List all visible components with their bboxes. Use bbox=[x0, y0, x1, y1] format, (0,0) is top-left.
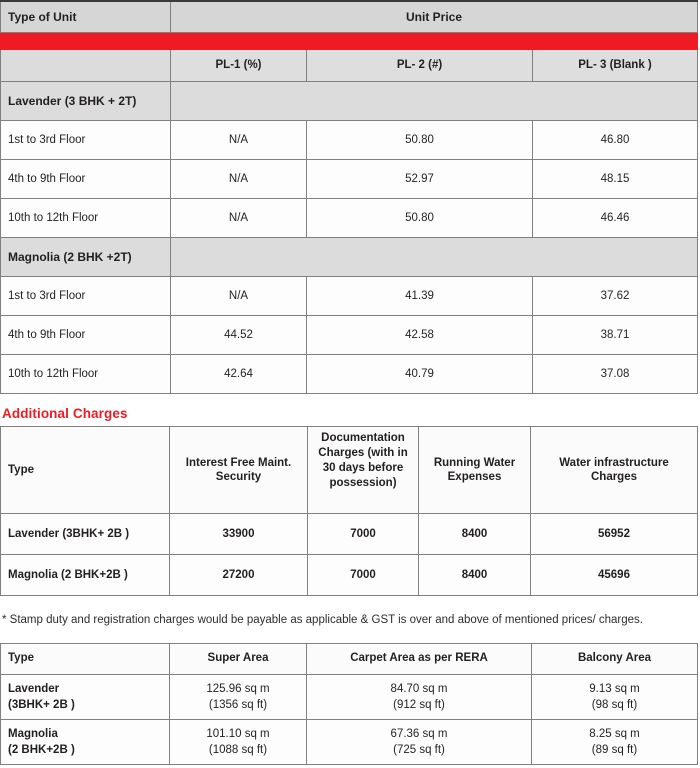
price-table-subheader-row bbox=[1, 50, 698, 82]
area-super-sqm: 101.10 sq m bbox=[206, 727, 270, 740]
area-cell-carpet bbox=[307, 674, 532, 719]
cell-pl1: N/A bbox=[171, 199, 307, 238]
area-cell-balcony bbox=[532, 674, 698, 719]
table-row bbox=[1, 514, 698, 555]
area-row-type-line1: Lavender bbox=[8, 682, 60, 695]
area-cell-balcony bbox=[532, 719, 698, 764]
area-super-sqft: (1088 sq ft) bbox=[208, 743, 268, 756]
row-label: 1st to 3rd Floor bbox=[1, 277, 171, 316]
cell-pl1: N/A bbox=[171, 160, 307, 199]
area-balcony-sqm: 8.25 sq m bbox=[589, 727, 640, 740]
table-row bbox=[1, 316, 698, 355]
cell-pl2: 50.80 bbox=[307, 199, 533, 238]
row-label: 10th to 12th Floor bbox=[1, 199, 171, 238]
charges-header-running-water: Running Water Expenses bbox=[419, 427, 531, 514]
charges-cell-ifms: 33900 bbox=[170, 514, 308, 555]
charges-cell-running-water: 8400 bbox=[419, 555, 531, 596]
area-balcony-sqm: 9.13 sq m bbox=[589, 682, 640, 695]
table-row bbox=[1, 674, 698, 719]
table-row bbox=[1, 121, 698, 160]
table-row bbox=[1, 719, 698, 764]
charges-cell-running-water: 8400 bbox=[419, 514, 531, 555]
charges-cell-water-infrastructure: 56952 bbox=[531, 514, 698, 555]
header-unit-price: Unit Price bbox=[171, 1, 698, 33]
area-carpet-sqm: 84.70 sq m bbox=[390, 682, 448, 695]
cell-pl2: 50.80 bbox=[307, 121, 533, 160]
red-band-right bbox=[171, 33, 698, 50]
cell-pl3: 37.08 bbox=[533, 355, 698, 394]
table-row bbox=[1, 555, 698, 596]
area-header-carpet-area: Carpet Area as per RERA bbox=[307, 643, 532, 674]
row-label: 4th to 9th Floor bbox=[1, 160, 171, 199]
header-type-of-unit: Type of Unit bbox=[1, 1, 171, 33]
cell-pl3: 37.62 bbox=[533, 277, 698, 316]
charges-cell-documentation: 7000 bbox=[308, 514, 419, 555]
area-cell-super bbox=[170, 674, 307, 719]
charges-cell-documentation: 7000 bbox=[308, 555, 419, 596]
charges-row-type: Magnolia (2 BHK+2B ) bbox=[1, 555, 170, 596]
row-label: 4th to 9th Floor bbox=[1, 316, 171, 355]
area-cell-carpet bbox=[307, 719, 532, 764]
table-row bbox=[1, 277, 698, 316]
table-row bbox=[1, 355, 698, 394]
cell-pl3: 46.80 bbox=[533, 121, 698, 160]
row-label: 1st to 3rd Floor bbox=[1, 121, 171, 160]
area-carpet-sqft: (912 sq ft) bbox=[393, 698, 445, 711]
group-row-magnolia bbox=[1, 238, 698, 277]
subheader-pl3: PL- 3 (Blank ) bbox=[533, 50, 698, 82]
subheader-blank bbox=[1, 50, 171, 82]
group-filler-lavender bbox=[171, 82, 698, 121]
group-name-lavender: Lavender (3 BHK + 2T) bbox=[1, 82, 171, 121]
area-header-type: Type bbox=[1, 643, 170, 674]
area-row-type bbox=[1, 674, 170, 719]
cell-pl2: 52.97 bbox=[307, 160, 533, 199]
area-header-balcony-area: Balcony Area bbox=[532, 643, 698, 674]
cell-pl1: N/A bbox=[171, 121, 307, 160]
cell-pl3: 38.71 bbox=[533, 316, 698, 355]
subheader-pl1: PL-1 (%) bbox=[171, 50, 307, 82]
area-header-super-area: Super Area bbox=[170, 643, 307, 674]
red-divider-band bbox=[1, 33, 698, 50]
cell-pl2: 42.58 bbox=[307, 316, 533, 355]
red-band-left bbox=[1, 33, 171, 50]
charges-header-row bbox=[1, 427, 698, 514]
cell-pl3: 46.46 bbox=[533, 199, 698, 238]
area-row-type-line2: (3BHK+ 2B ) bbox=[8, 698, 75, 711]
charges-cell-ifms: 27200 bbox=[170, 555, 308, 596]
additional-charges-table bbox=[0, 426, 698, 596]
group-filler-magnolia bbox=[171, 238, 698, 277]
group-row-lavender bbox=[1, 82, 698, 121]
subheader-pl2: PL- 2 (#) bbox=[307, 50, 533, 82]
area-carpet-sqft: (725 sq ft) bbox=[393, 743, 445, 756]
charges-row-type: Lavender (3BHK+ 2B ) bbox=[1, 514, 170, 555]
footnote-text: * Stamp duty and registration charges would be payable as applicable & GST is over and above of mentioned prices/ charges. bbox=[2, 614, 643, 626]
charges-cell-water-infrastructure: 45696 bbox=[531, 555, 698, 596]
area-table bbox=[0, 643, 698, 765]
group-name-magnolia: Magnolia (2 BHK +2T) bbox=[1, 238, 171, 277]
area-super-sqm: 125.96 sq m bbox=[206, 682, 270, 695]
cell-pl2: 40.79 bbox=[307, 355, 533, 394]
charges-header-documentation: Documentation Charges (with in 30 days before possession) bbox=[308, 427, 419, 514]
cell-pl1: N/A bbox=[171, 277, 307, 316]
cell-pl1: 42.64 bbox=[171, 355, 307, 394]
area-balcony-sqft: (98 sq ft) bbox=[591, 698, 638, 711]
row-label: 10th to 12th Floor bbox=[1, 355, 171, 394]
price-table-header-row bbox=[1, 1, 698, 33]
area-super-sqft: (1356 sq ft) bbox=[208, 698, 268, 711]
charges-header-ifms: Interest Free Maint. Security bbox=[170, 427, 308, 514]
cell-pl3: 48.15 bbox=[533, 160, 698, 199]
area-row-type-line2: (2 BHK+2B ) bbox=[8, 743, 75, 756]
additional-charges-heading: Additional Charges bbox=[2, 406, 128, 421]
area-carpet-sqm: 67.36 sq m bbox=[390, 727, 448, 740]
cell-pl1: 44.52 bbox=[171, 316, 307, 355]
cell-pl2: 41.39 bbox=[307, 277, 533, 316]
table-row bbox=[1, 199, 698, 238]
area-row-type-line1: Magnolia bbox=[8, 727, 58, 740]
charges-header-type: Type bbox=[1, 427, 170, 514]
area-row-type bbox=[1, 719, 170, 764]
charges-header-water-infrastructure: Water infrastructure Charges bbox=[531, 427, 698, 514]
area-balcony-sqft: (89 sq ft) bbox=[591, 743, 638, 756]
area-header-row bbox=[1, 643, 698, 674]
area-cell-super bbox=[170, 719, 307, 764]
table-row bbox=[1, 160, 698, 199]
